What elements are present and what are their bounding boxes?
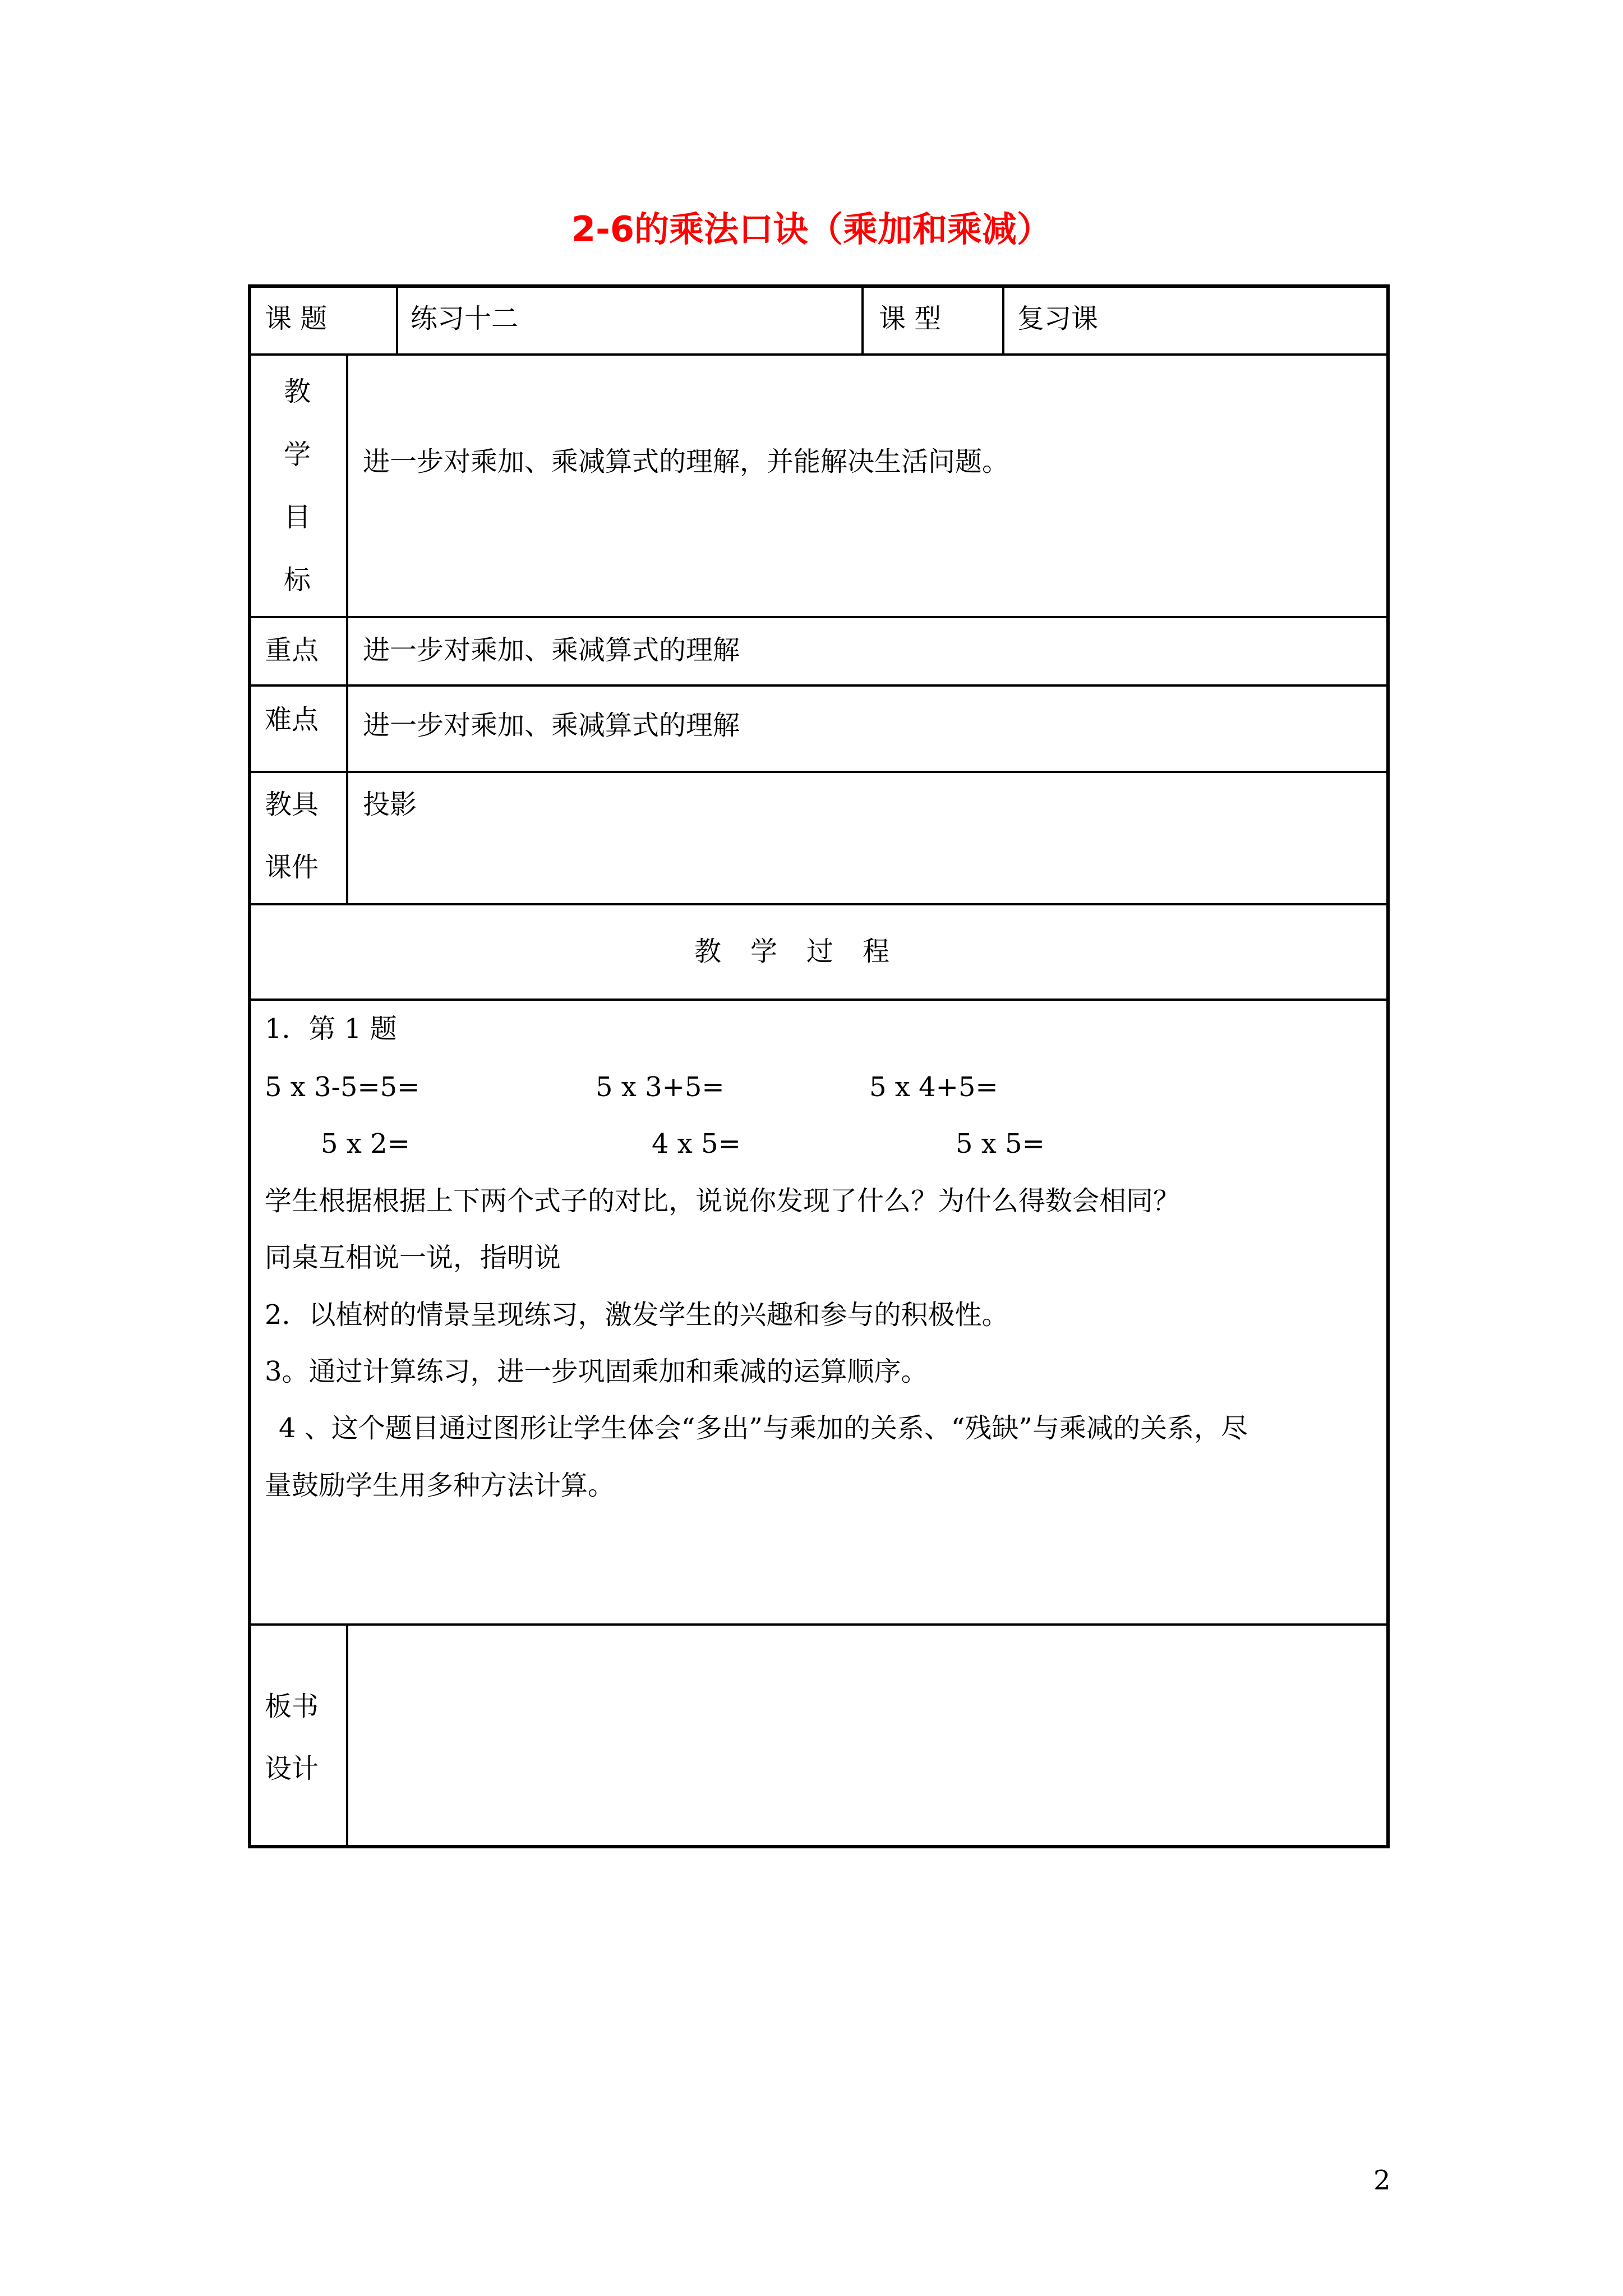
goal-text: 进一步对乘加、乘减算式的理解，并能解决生活问题。	[363, 446, 1009, 477]
col-divider-board-label	[346, 1623, 348, 1848]
item2-line: 2．以植树的情景呈现练习，激发学生的兴趣和参与的积极性。	[265, 1299, 1009, 1331]
row-divider-key	[248, 684, 1390, 687]
row-divider-difficulty	[248, 771, 1390, 773]
goal-label-char: 标	[283, 564, 311, 596]
difficulty-text: 进一步对乘加、乘减算式的理解	[363, 710, 740, 741]
row2-expression-3: 5 x 5=	[956, 1128, 1045, 1159]
table-border	[248, 284, 1390, 1848]
row2-expression-2: 4 x 5=	[652, 1128, 741, 1159]
tools-label-line2: 课件	[265, 852, 319, 883]
pair-line: 同桌互相说一说，指明说	[265, 1242, 561, 1273]
type-value: 复习课	[1017, 303, 1099, 334]
type-label: 课 型	[879, 303, 942, 334]
goal-label-char: 目	[283, 501, 311, 533]
row-divider-process-header	[248, 999, 1390, 1001]
key-text: 进一步对乘加、乘减算式的理解	[363, 634, 740, 666]
row2-expression-1: 5 x 2=	[321, 1128, 410, 1159]
page-number: 2	[1373, 2165, 1391, 2196]
col-divider-label	[346, 353, 348, 904]
topic-label: 课 题	[265, 303, 328, 334]
row1-expression-2: 5 x 3+5=	[596, 1071, 725, 1103]
process-header: 教学过程	[694, 936, 919, 967]
key-label: 重点	[265, 634, 319, 666]
row-divider-process	[248, 1623, 1390, 1626]
document-title: 2-6的乘法口诀（乘加和乘减）	[571, 209, 1052, 250]
difficulty-label: 难点	[265, 704, 319, 735]
board-label-line2: 设计	[265, 1753, 319, 1784]
item1-title: 1．第 1 题	[265, 1013, 397, 1045]
compare-line: 学生根据根据上下两个式子的对比，说说你发现了什么？为什么得数会相同？	[265, 1185, 1181, 1217]
topic-value: 练习十二	[411, 303, 519, 334]
goal-label-char: 教	[283, 376, 311, 407]
tools-label-line1: 教具	[265, 789, 319, 820]
item4-line1: 4 、这个题目通过图形让学生体会“多出”与乘加的关系、“残缺”与乘减的关系，尽	[279, 1412, 1248, 1444]
col-divider-topic-label	[396, 284, 398, 355]
row-divider-goal	[248, 616, 1390, 618]
goal-label-char: 学	[283, 439, 311, 470]
item3-line: 3。通过计算练习，进一步巩固乘加和乘减的运算顺序。	[265, 1356, 928, 1387]
board-label-line1: 板书	[265, 1691, 319, 1722]
lesson-plan-table	[248, 284, 1390, 1848]
row1-expression-1: 5 x 3-5=5=	[265, 1071, 420, 1103]
goal-label	[280, 360, 314, 611]
row-divider-tools	[248, 903, 1390, 905]
tools-text: 投影	[363, 789, 417, 820]
col-divider-type-label	[1002, 284, 1004, 355]
col-divider-topic-value	[861, 284, 864, 355]
row1-expression-3: 5 x 4+5=	[869, 1071, 998, 1103]
row-divider-topic	[248, 353, 1390, 356]
item4-line2: 量鼓励学生用多种方法计算。	[265, 1470, 615, 1501]
